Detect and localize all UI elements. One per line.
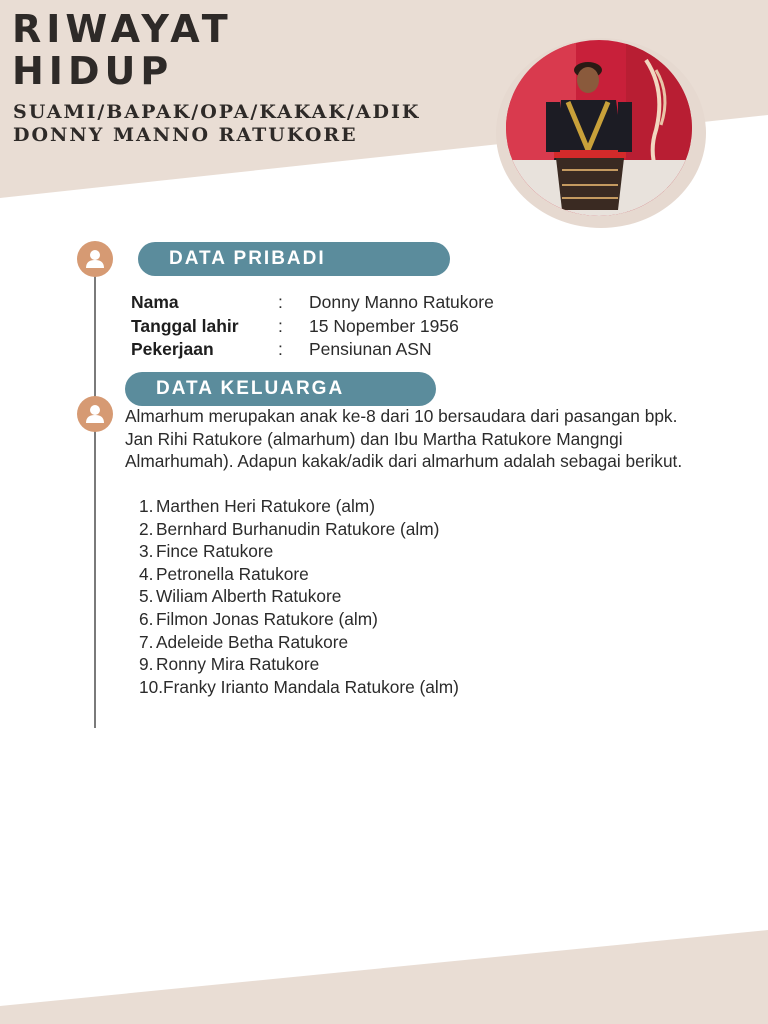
family-paragraph: Almarhum merupakan anak ke-8 dari 10 bersaudara dari pasangan bpk. Jan Rihi Ratukore (almarhum) dan Ibu Martha Ratukore Mangngi Almarhumah). Adapun kakak/adik dari almarhum adalah sebagai berikut. [125, 406, 683, 472]
info-colon: : [278, 315, 283, 336]
list-item [139, 631, 459, 654]
list-item-number: 5. [139, 586, 154, 607]
list-item [139, 563, 459, 586]
section-heading-label: DATA PRIBADI [169, 248, 326, 269]
list-item-number: 6. [139, 608, 154, 629]
list-item [139, 495, 459, 518]
info-label: Pekerjaan [131, 339, 214, 359]
timeline-line [94, 270, 96, 728]
info-value: 15 Nopember 1956 [309, 315, 459, 336]
list-item [139, 653, 459, 676]
list-item [139, 676, 459, 699]
info-colon: : [278, 339, 283, 359]
list-item-number: 1. [139, 496, 154, 516]
info-label: Nama [131, 292, 179, 312]
list-item-name: Franky Irianto Mandala Ratukore (alm) [163, 676, 459, 697]
list-item [139, 608, 459, 631]
person-icon [77, 396, 113, 432]
list-item-name: Adeleide Betha Ratukore [156, 631, 349, 652]
list-item-number: 4. [139, 563, 154, 584]
title-line-1: RIWAYAT [12, 7, 233, 51]
list-item-number: 9. [139, 654, 154, 675]
list-item-number: 3. [139, 541, 154, 562]
list-item [139, 518, 459, 541]
list-item [139, 540, 459, 563]
list-item-number: 2. [139, 518, 154, 539]
subtitle-line-1: SUAMI/BAPAK/OPA/KAKAK/ADIK [13, 101, 421, 123]
list-item-number: 7. [139, 631, 154, 652]
siblings-list [139, 495, 459, 698]
list-item-name: Fince Ratukore [156, 541, 274, 562]
list-item-name: Filmon Jonas Ratukore (alm) [156, 608, 378, 629]
title-line-2: HIDUP [12, 49, 174, 93]
section-heading-data-pribadi [138, 242, 450, 276]
info-label: Tanggal lahir [131, 315, 239, 336]
list-item-name: Bernhard Burhanudin Ratukore (alm) [156, 518, 440, 539]
page-title [12, 8, 233, 92]
section-heading-data-keluarga [125, 372, 436, 406]
person-icon [77, 241, 113, 277]
info-value: Pensiunan ASN [309, 339, 432, 359]
portrait-photo [506, 40, 692, 216]
list-item-name: Wiliam Alberth Ratukore [156, 586, 342, 607]
page-subtitle [13, 101, 420, 147]
info-colon: : [278, 292, 283, 312]
info-value: Donny Manno Ratukore [309, 292, 494, 312]
subtitle-line-2: DONNY MANNO RATUKORE [13, 124, 358, 146]
list-item [139, 585, 459, 608]
section-heading-label: DATA KELUARGA [156, 378, 345, 399]
list-item-name: Marthen Heri Ratukore (alm) [156, 496, 375, 516]
footer-beige-band [0, 930, 768, 1024]
list-item-name: Petronella Ratukore [156, 563, 309, 584]
list-item-name: Ronny Mira Ratukore [156, 654, 320, 675]
list-item-number: 10. [139, 676, 164, 697]
